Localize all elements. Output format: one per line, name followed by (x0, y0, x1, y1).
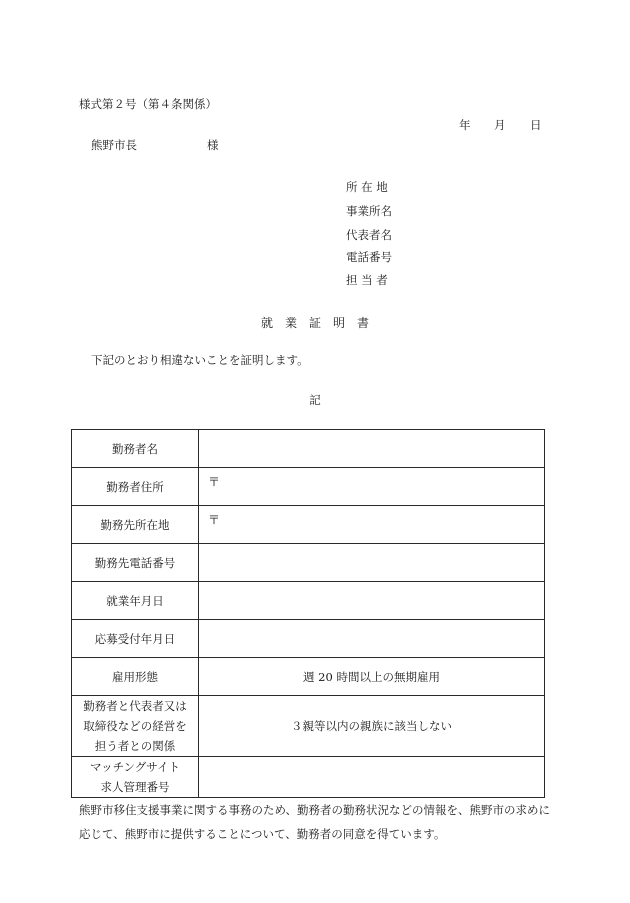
row-label-relationship-line: 取締役などの経営を (83, 719, 187, 733)
date-day-label: 日 (530, 118, 542, 132)
row-value-employment-date (199, 582, 545, 620)
date-year-label: 年 (459, 118, 471, 132)
postal-mark: 〒 (208, 513, 221, 527)
table-row (72, 696, 545, 757)
sender-field-representative: 代表者名 (346, 228, 392, 242)
row-label-relationship (72, 696, 199, 757)
date-month-label: 月 (494, 118, 506, 132)
row-label-matching-site (72, 757, 199, 798)
sender-field-contact-person: 担 当 者 (346, 273, 388, 287)
row-value-worker-name (199, 430, 545, 468)
sender-field-phone: 電話番号 (346, 250, 392, 264)
row-label-relationship-line: 担う者との関係 (94, 739, 176, 753)
certificate-table (71, 429, 545, 798)
row-label-matching-site-line: マッチングサイト (90, 760, 180, 774)
row-label-matching-site-line: 求人管理番号 (100, 780, 170, 794)
addressee-suffix: 様 (207, 138, 219, 152)
consent-footer-text: 熊野市移住支援事業に関する事務のため、勤務者の勤務状況などの情報を、熊野市の求めに応じて、熊野市に提供することについて、勤務者の同意を得ています。 (79, 803, 551, 841)
addressee: 熊野市長 (91, 138, 137, 152)
row-value-worker-address (199, 468, 545, 506)
row-label-worker-name: 勤務者名 (72, 430, 199, 468)
table-row (72, 658, 545, 696)
sender-field-office-name: 事業所名 (346, 204, 392, 218)
table-row (72, 544, 545, 582)
table-row (72, 468, 545, 506)
row-value-matching-site (199, 757, 545, 798)
row-label-worker-address: 勤務者住所 (72, 468, 199, 506)
row-value-employment-type: 週 20 時間以上の無期雇用 (199, 658, 545, 696)
ki-heading: 記 (309, 393, 321, 407)
row-label-application-date: 応募受付年月日 (72, 620, 199, 658)
row-value-relationship: ３親等以内の親族に該当しない (199, 696, 545, 757)
sender-field-location: 所 在 地 (346, 180, 388, 194)
form-number: 様式第２号（第４条関係） (79, 97, 217, 111)
table-row (72, 506, 545, 544)
table-row (72, 430, 545, 468)
row-label-workplace-phone: 勤務先電話番号 (72, 544, 199, 582)
table-row (72, 620, 545, 658)
row-label-employment-type: 雇用形態 (72, 658, 199, 696)
row-value-application-date (199, 620, 545, 658)
lead-text: 下記のとおり相違ないことを証明します。 (91, 353, 309, 367)
postal-mark: 〒 (208, 475, 221, 489)
document-title: 就 業 証 明 書 (260, 316, 369, 330)
table-row (72, 757, 545, 798)
row-label-relationship-line: 勤務者と代表者又は (83, 699, 187, 713)
row-label-workplace-address: 勤務先所在地 (72, 506, 199, 544)
row-label-employment-date: 就業年月日 (72, 582, 199, 620)
table-row (72, 582, 545, 620)
row-value-workplace-phone (199, 544, 545, 582)
row-value-workplace-address (199, 506, 545, 544)
